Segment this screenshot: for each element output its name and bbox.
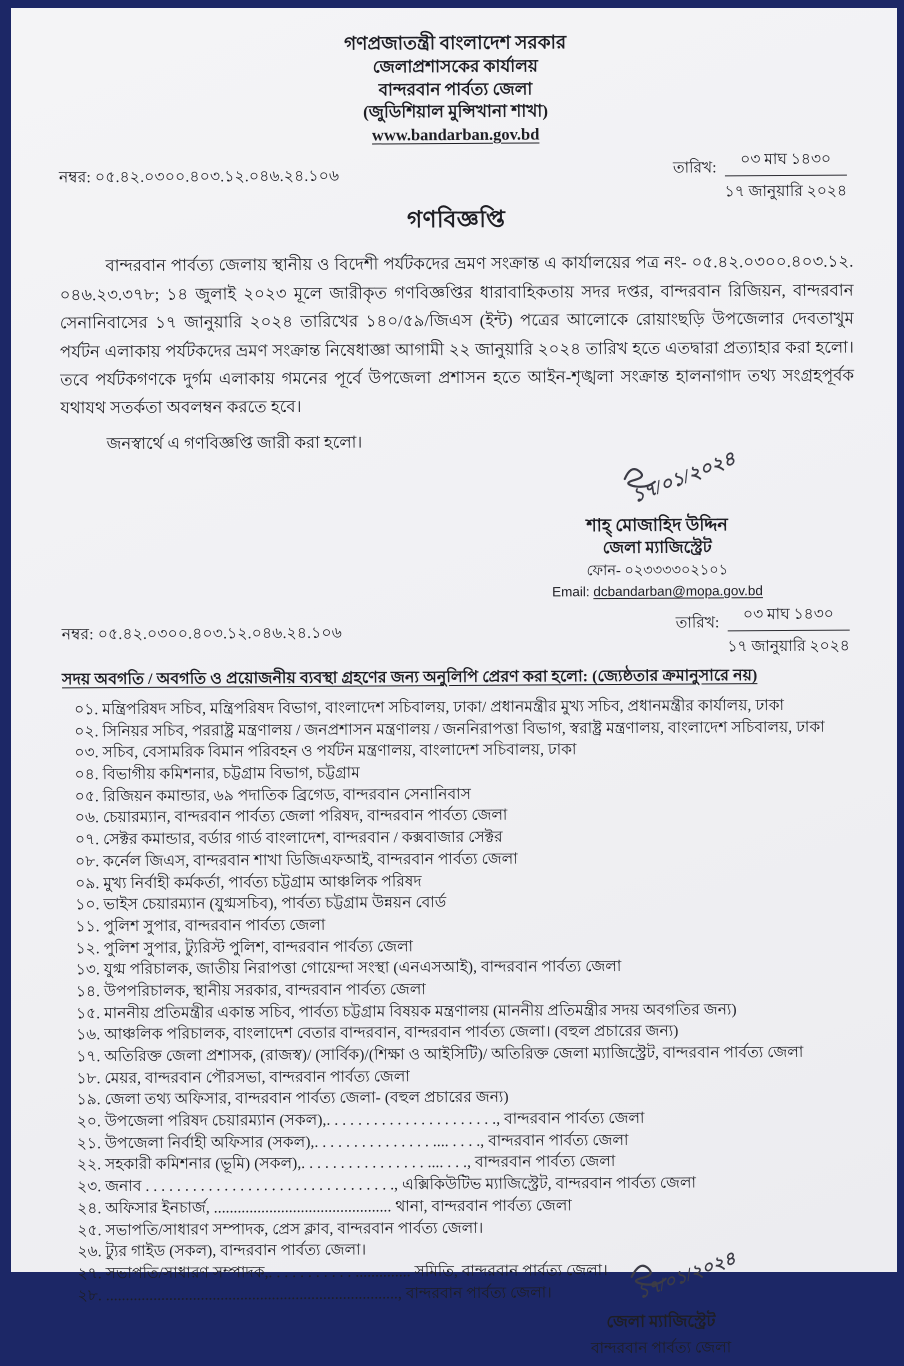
signatory-phone: ফোন- ০২৩৩৩৩০২১০১ bbox=[586, 562, 729, 580]
list-item: ২৭. সভাপতি/সাধারণ সম্পাদক,. . . . . . . . . . . .............. সমিতি, বান্দরবান পার্বত্য জেলা। bbox=[77, 1261, 608, 1283]
notice-title: গণবিজ্ঞপ্তি bbox=[406, 207, 506, 233]
closing-line: জনস্বার্থে এ গণবিজ্ঞপ্তি জারী করা হলো। bbox=[106, 432, 363, 453]
list-item: ১৯. জেলা তথ্য অফিসার, বান্দরবান পার্বত্য জেলা- (বহুল প্রচারের জন্য) bbox=[76, 1089, 509, 1109]
list-item: ০৩. সচিব, বেসামরিক বিমান পরিবহন ও পর্যটন মন্ত্রণালয়, বাংলাদেশ সচিবালয়, ঢাকা bbox=[74, 741, 577, 762]
list-item: ০৫. রিজিয়ন কমান্ডার, ৬৯ পদাতিক ব্রিগেড, বান্দরবান সেনানিবাস bbox=[74, 785, 472, 806]
list-item: ১৪. উপপরিচালক, স্থানীয় সরকার, বান্দরবান পার্বত্য জেলা bbox=[75, 981, 426, 1001]
handwritten-signature-bottom bbox=[536, 1248, 786, 1310]
notice-body: বান্দরবান পার্বত্য জেলায় স্থানীয় ও বিদেশী পর্যটকদের ভ্রমণ সংক্রান্ত এ কার্যালয়ের পত্র নং- ০৫.৪২.০৩০০.৪০৩.১২. ০৪৬.২৩.৩৭৮; ১৪ জুলাই ২০২৩ মূলে জারীকৃত গণবিজ্ঞপ্তির ধারাবাহিকতায় সদর দপ্তর, বান্দরবান রিজিয়ন, বান্দরবান সেনানিবাসের ১৭ জানুয়ারি ২০২৪ তারিখের ১৪০/৫৯/জিএস (ইন্ট) পত্রের আলোকে রোয়াংছড়ি উপজেলার দেবতাখুম পর্যটন এলাকায় পর্যটকদের ভ্রমণ সংক্রান্ত নিষেধাজ্ঞা আগামী ২২ জানুয়ারি ২০২৪ তারিখ হতে এতদ্বারা প্রত্যাহার করা হলো। তবে পর্যটকগণকে দুর্গম এলাকায় গমনের পূর্বে উপজেলা প্রশাসন হতে আইন-শৃঙ্খলা সংক্রান্ত হালনাগাদ তথ্য সংগ্রহপূর্বক যথাযথ সতর্কতা অবলম্বন করতে হবে। bbox=[59, 252, 855, 418]
date-gregorian-1: ১৭ জানুয়ারি ২০২৪ bbox=[724, 183, 848, 201]
distribution-list bbox=[62, 695, 860, 1307]
list-item: ০৯. মুখ্য নির্বাহী কর্মকর্তা, পার্বত্য চট্টগ্রাম আঞ্চলিক পরিষদ bbox=[75, 872, 422, 892]
email-address: dcbandarban@mopa.gov.bd bbox=[593, 583, 763, 600]
memo-row-2 bbox=[62, 602, 856, 665]
handwritten-date-top: ১৭/০১/২০২৪ bbox=[629, 447, 739, 508]
list-item: ১৩. যুগ্ম পরিচালক, জাতীয় নিরাপত্তা গোয়েন্দা সংস্থা (এনএসআই), বান্দরবান পার্বত্য জেলা bbox=[75, 958, 622, 979]
date-bangla-1: ০৩ মাঘ ১৪৩০ bbox=[724, 147, 847, 177]
list-item: ২৩. জনাব . . . . . . . . . . . . . . . . . . . . . . . . . . . . . . . ., এক্সিকিউটিভ ম্যাজিস্ট্রেট, বান্দরবান পার্বত্য জেলা bbox=[77, 1174, 697, 1196]
list-item: ০৭. সেক্টর কমান্ডার, বর্ডার গার্ড বাংলাদেশ, বান্দরবান / কক্সবাজার সেক্টর bbox=[74, 828, 503, 849]
date-label-1: তারিখ: bbox=[672, 159, 717, 178]
list-item: ২৫. সভাপতি/সাধারণ সম্পাদক, প্রেস ক্লাব, বান্দরবান পার্বত্য জেলা। bbox=[77, 1219, 484, 1239]
office-name: জেলাপ্রশাসকের কার্যালয় bbox=[372, 56, 538, 77]
list-item: ২৮. .........................................................................., বান্দরবান পার্বত্য জেলা। bbox=[77, 1284, 552, 1304]
district-name: বান্দরবান পার্বত্য জেলা bbox=[378, 79, 533, 100]
list-item: ০১. মন্ত্রিপরিষদ সচিব, মন্ত্রিপরিষদ বিভাগ, বাংলাদেশ সচিবালয়, ঢাকা/ প্রধানমন্ত্রীর মুখ্য সচিব, প্রধানমন্ত্রীর কার্যালয়, ঢাকা bbox=[74, 697, 785, 719]
bottom-designation: জেলা ম্যাজিস্ট্রেট bbox=[606, 1311, 716, 1332]
memo-number-2: নম্বর: ০৫.৪২.০৩০০.৪০৩.১২.০৪৬.২৪.১০৬ bbox=[61, 624, 343, 644]
list-item: ২৬. ট্যুর গাইড (সকল), বান্দরবান পার্বত্য জেলা। bbox=[77, 1241, 367, 1261]
list-item: ০৬. চেয়ারম্যান, বান্দরবান পার্বত্য জেলা পরিষদ, বান্দরবান পার্বত্য জেলা bbox=[74, 807, 508, 827]
list-item: ১১. পুলিশ সুপার, বান্দরবান পার্বত্য জেলা bbox=[75, 916, 326, 936]
branch-name: (জুডিশিয়াল মুন্সিখানা শাখা) bbox=[363, 101, 549, 122]
distribution-heading: সদয় অবগতি / অবগতি ও প্রয়োজনীয় ব্যবস্থা গ্রহণের জন্য অনুলিপি প্রেরণ করা হলো: (জ্যেষ্ঠতার ক্রমানুসারে নয়) bbox=[61, 667, 758, 689]
date-block-2 bbox=[676, 602, 850, 661]
list-item: ১৬. আঞ্চলিক পরিচালক, বাংলাদেশ বেতার বান্দরবান, বান্দরবান পার্বত্য জেলা। (বহুল প্রচারের জন্য) bbox=[76, 1022, 679, 1044]
list-item: ২০. উপজেলা পরিষদ চেয়ারম্যান (সকল),. . . . . . . . . . . . . . . . . . . . . ., বান্দরবান পার্বত্য জেলা bbox=[76, 1109, 645, 1131]
date-block-1 bbox=[673, 147, 847, 206]
list-item: ২২. সহকারী কমিশনার (ভূমি) (সকল),. . . . . . . . . . . . . . . . .... . . ., বান্দরবান পার্বত্য জেলা bbox=[76, 1153, 616, 1174]
list-item: ১০. ভাইস চেয়ারম্যান (যুগ্মসচিব), পার্বত্য চট্টগ্রাম উন্নয়ন বোর্ড bbox=[75, 894, 447, 914]
signatory-email bbox=[507, 583, 807, 600]
signature-block-top bbox=[507, 447, 808, 600]
signature-scribble-icon bbox=[536, 1248, 786, 1310]
list-item: ০৪. বিভাগীয় কমিশনার, চট্টগ্রাম বিভাগ, চট্টগ্রাম bbox=[74, 764, 360, 784]
list-item: ২৪. অফিসার ইনচার্জ, ............................................. থানা, বান্দরবান পার্বত্য জেলা bbox=[77, 1197, 572, 1218]
date-label-2: তারিখ: bbox=[675, 614, 720, 632]
letterhead bbox=[58, 30, 853, 148]
list-item: ১৭. অতিরিক্ত জেলা প্রশাসক, (রাজস্ব)/ (সার্বিক)/(শিক্ষা ও আইসিটি)/ অতিরিক্ত জেলা ম্যাজিস্ট্রেট, বান্দরবান পার্বত্য জেলা bbox=[76, 1043, 804, 1066]
signatory-designation: জেলা ম্যাজিস্ট্রেট bbox=[602, 537, 712, 557]
memo-number-1: নম্বর: ০৫.৪২.০৩০০.৪০৩.১২.০৪৬.২৪.১০৬ bbox=[58, 168, 340, 187]
email-label: Email: bbox=[551, 584, 590, 600]
government-name: গণপ্রজাতন্ত্রী বাংলাদেশ সরকার bbox=[344, 33, 567, 55]
list-item: ১৮. মেয়র, বান্দরবান পৌরসভা, বান্দরবান পার্বত্য জেলা bbox=[76, 1068, 410, 1088]
signature-block-bottom bbox=[536, 1248, 787, 1363]
date-gregorian-2: ১৭ জানুয়ারি ২০২৪ bbox=[727, 637, 850, 656]
list-item: ২১. উপজেলা নির্বাহী অফিসার (সকল),. . . . . . . . . . . . . . . .... . . . ., বান্দরবান পার্বত্য জেলা bbox=[76, 1131, 629, 1153]
signature-scribble-icon bbox=[507, 447, 807, 516]
signatory-name: শাহ্‌ মোজাহিদ উদ্দিন bbox=[586, 514, 728, 535]
list-item: ০৮. কর্নেল জিএস, বান্দরবান শাখা ডিজিএফআই, বান্দরবান পার্বত্য জেলা bbox=[75, 850, 518, 871]
date-bangla-2: ০৩ মাঘ ১৪৩০ bbox=[727, 602, 850, 632]
handwritten-date-bottom: ১৭/০১/২০২৪ bbox=[634, 1248, 739, 1303]
list-item: ১৫. মাননীয় প্রতিমন্ত্রীর একান্ত সচিব, পার্বত্য চট্টগ্রাম বিষয়ক মন্ত্রণালয় (মাননীয় প্রতিমন্ত্রীর সদয় অবগতির জন্য) bbox=[75, 1000, 737, 1022]
website-link: www.bandarban.gov.bd bbox=[371, 124, 540, 145]
list-item: ১২. পুলিশ সুপার, ট্যুরিস্ট পুলিশ, বান্দরবান পার্বত্য জেলা bbox=[75, 937, 414, 957]
handwritten-signature-top bbox=[507, 447, 807, 516]
bottom-district: বান্দরবান পার্বত্য জেলা bbox=[590, 1339, 732, 1358]
memo-row-1 bbox=[59, 147, 853, 210]
list-item: ০২. সিনিয়র সচিব, পররাষ্ট্র মন্ত্রণালয় / জনপ্রশাসন মন্ত্রণালয় / জননিরাপত্তা বিভাগ, স্বরাষ্ট্র মন্ত্রণালয়, বাংলাদেশ সচিবালয়, ঢাকা bbox=[74, 718, 825, 741]
